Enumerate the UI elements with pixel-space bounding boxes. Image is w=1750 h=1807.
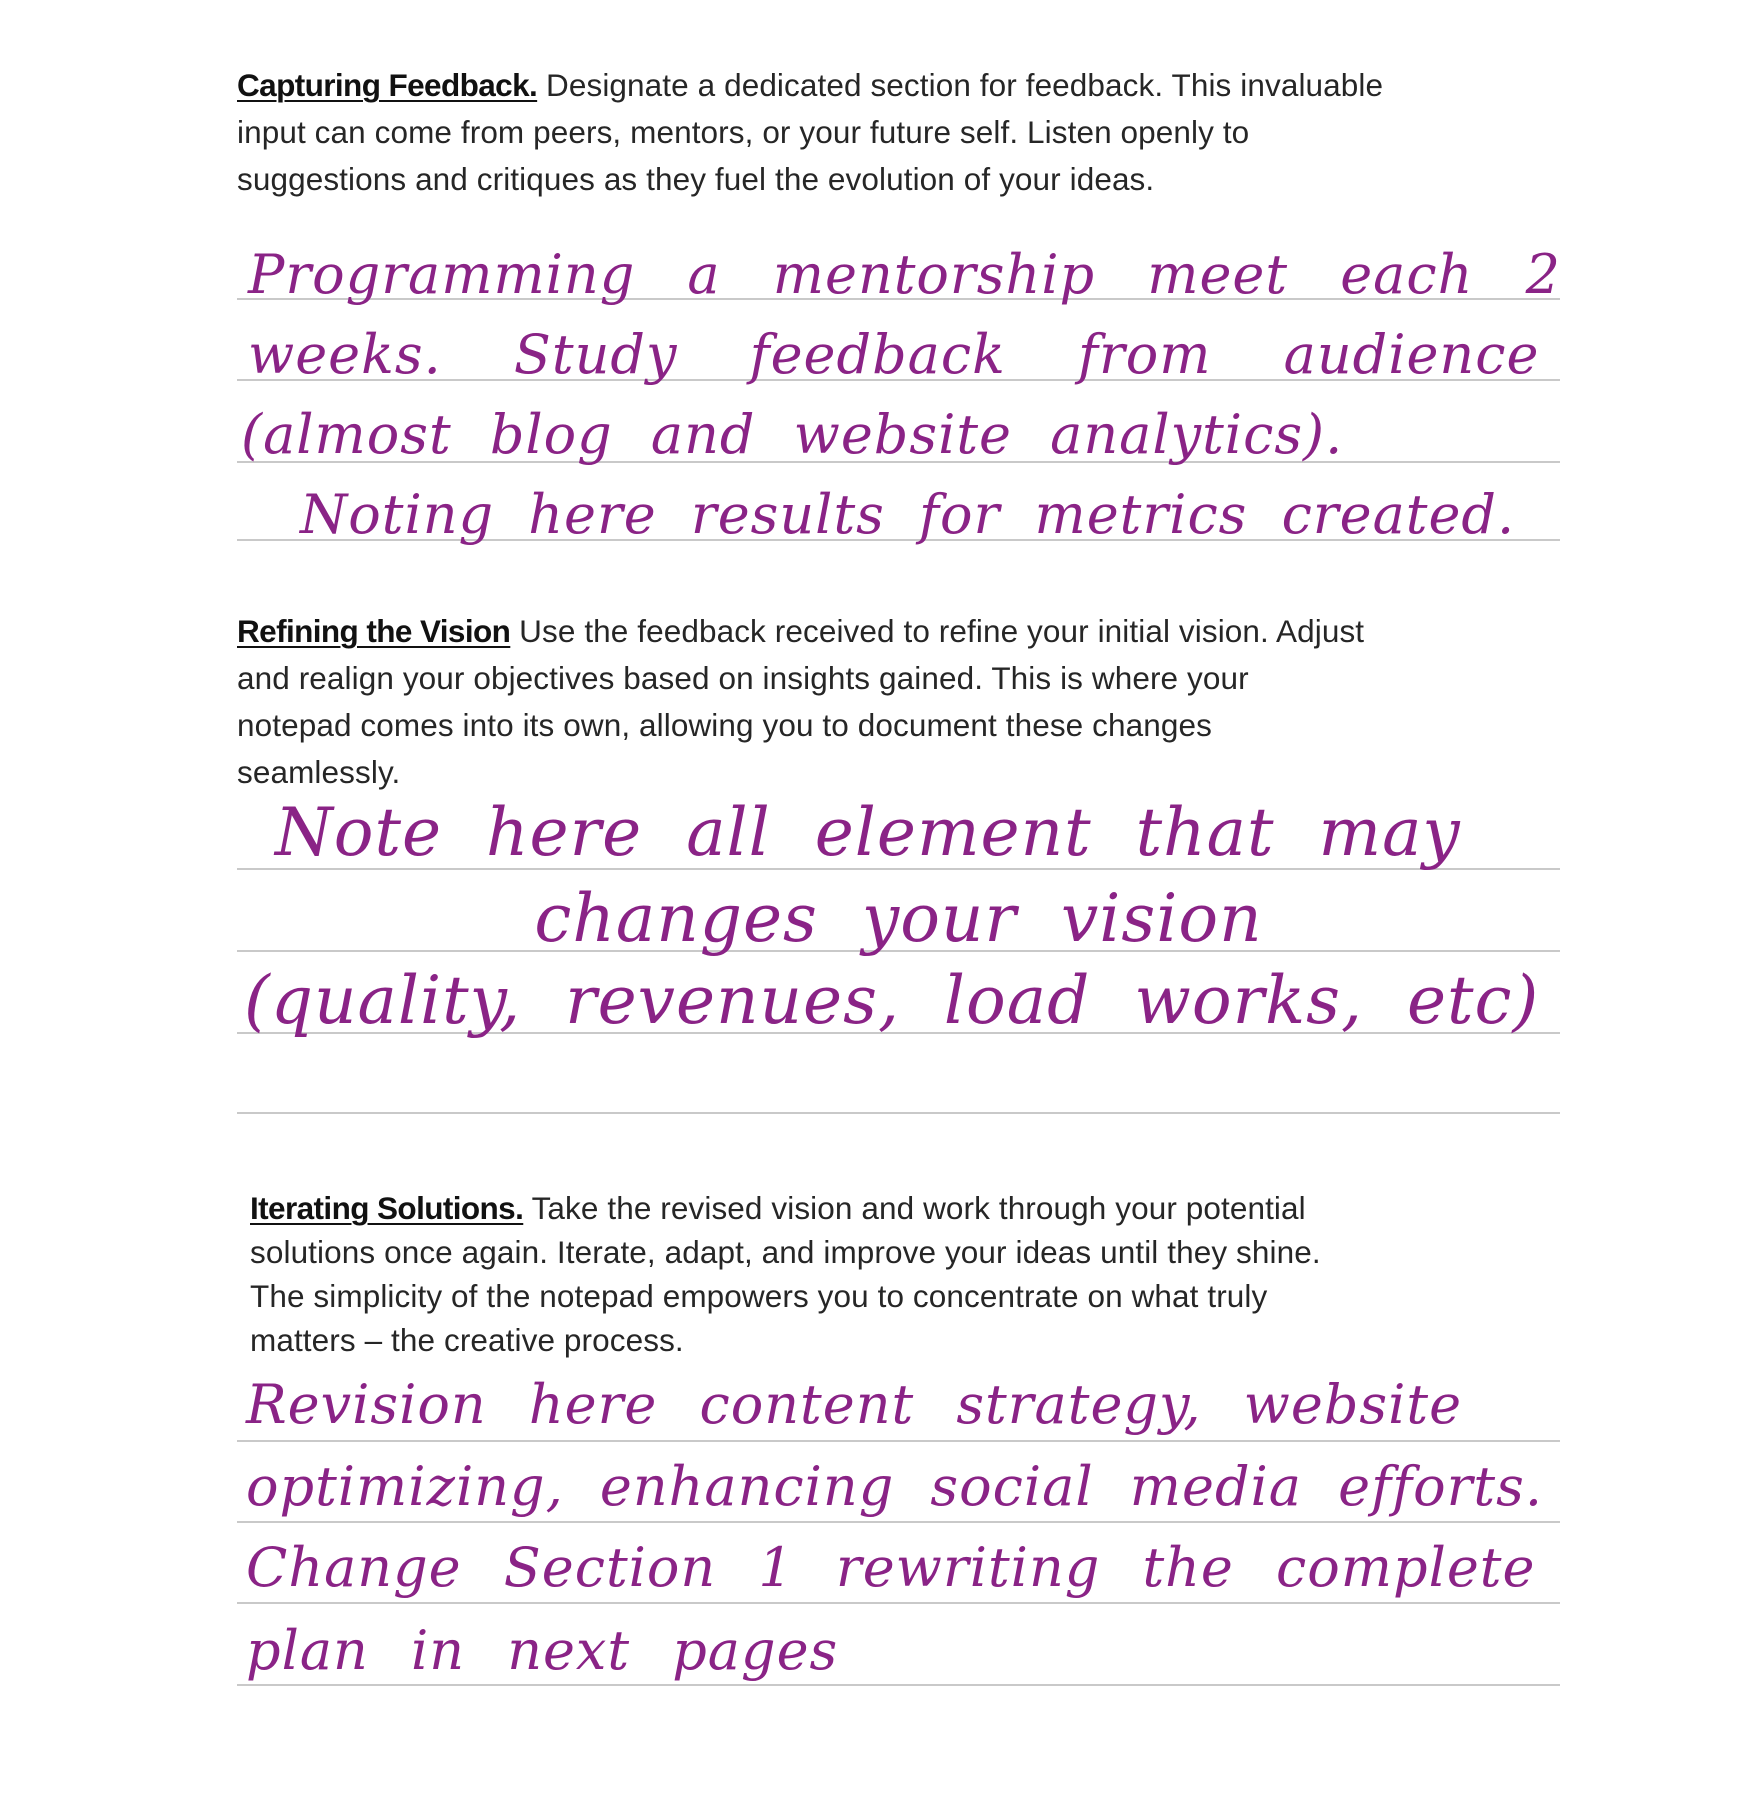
paragraph-line: input can come from peers, mentors, or your future self. Listen openly to — [237, 114, 1250, 150]
handwritten-text: Programming a mentorship meet each 2 — [248, 243, 1561, 306]
paragraph-line: Use the feedback received to refine your initial vision. Adjust — [519, 613, 1365, 649]
section-paragraph — [250, 1186, 1580, 1362]
paragraph-line: seamlessly. — [237, 754, 401, 790]
section-heading: Capturing Feedback. — [237, 67, 538, 103]
handwritten-note-line — [248, 243, 1561, 306]
ruled-line — [237, 1440, 1560, 1442]
handwritten-text: plan in next pages — [246, 1619, 839, 1682]
ruled-line — [237, 1521, 1560, 1523]
ruled-line — [237, 1602, 1560, 1604]
handwritten-text: optimizing, enhancing social media efforts. — [246, 1455, 1543, 1518]
section-heading: Iterating Solutions. — [250, 1190, 524, 1226]
paragraph-line: Take the revised vision and work through your potential — [531, 1190, 1306, 1226]
paragraph-line: solutions once again. Iterate, adapt, and improve your ideas until they shine. — [250, 1234, 1321, 1270]
handwritten-text: changes your vision — [534, 880, 1263, 957]
handwritten-note-line — [246, 1455, 1543, 1518]
ruled-line — [237, 1684, 1560, 1686]
handwritten-note-line — [237, 880, 1560, 957]
handwritten-text: Change Section 1 rewriting the complete — [246, 1536, 1536, 1599]
paragraph-line: matters – the creative process. — [250, 1322, 684, 1358]
handwritten-text: Noting here results for metrics created. — [300, 483, 1516, 546]
section-paragraph — [237, 608, 1577, 796]
section-paragraph — [237, 62, 1577, 203]
paragraph-line: The simplicity of the notepad empowers you to concentrate on what truly — [250, 1278, 1268, 1314]
paragraph-line: and realign your objectives based on insights gained. This is where your — [237, 660, 1249, 696]
handwritten-note-line — [244, 962, 1540, 1039]
paragraph-line: notepad comes into its own, allowing you to document these changes — [237, 707, 1212, 743]
handwritten-text: Note here all element that may — [275, 794, 1461, 871]
paragraph-line: Designate a dedicated section for feedback. This invaluable — [546, 67, 1384, 103]
handwritten-note-line — [248, 323, 1540, 386]
handwritten-text: Revision here content strategy, website — [246, 1373, 1463, 1436]
handwritten-note-line — [246, 1536, 1536, 1599]
section-heading: Refining the Vision — [237, 613, 511, 649]
handwritten-note-line — [241, 403, 1344, 466]
handwritten-text: (almost blog and website analytics). — [241, 403, 1344, 466]
handwritten-text: (quality, revenues, load works, etc) — [244, 962, 1540, 1039]
handwritten-text: weeks. Study feedback from audience — [248, 323, 1540, 386]
handwritten-note-line — [300, 483, 1516, 546]
handwritten-note-line — [275, 794, 1461, 871]
handwritten-note-line — [246, 1619, 839, 1682]
ruled-line — [237, 1112, 1560, 1114]
handwritten-note-line — [246, 1373, 1463, 1436]
paragraph-line: suggestions and critiques as they fuel the evolution of your ideas. — [237, 161, 1155, 197]
